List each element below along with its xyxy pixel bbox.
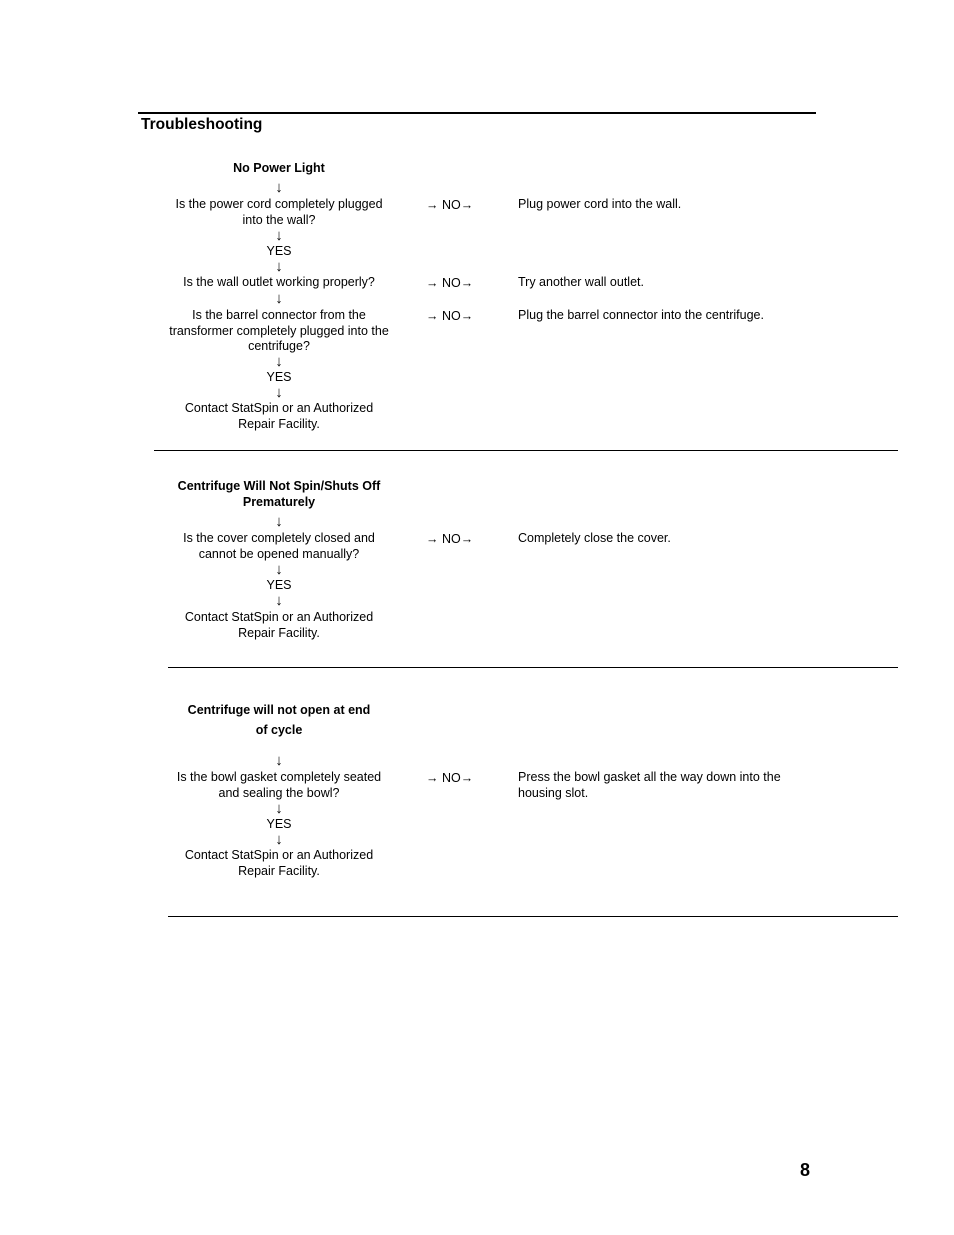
question-barrel-connector: Is the barrel connector from the transformer completely plugged into the centrifuge? xyxy=(169,308,389,353)
page-title: Troubleshooting xyxy=(141,116,263,133)
down-arrow-icon: ↓ xyxy=(275,179,283,196)
no-arrow-label: → NO→ xyxy=(426,276,474,290)
solution-press-bowl-gasket: Press the bowl gasket all the way down into the housing slot. xyxy=(518,770,781,800)
yes-label: YES xyxy=(266,578,292,592)
yes-label: YES xyxy=(266,370,292,384)
yes-label: YES xyxy=(266,817,292,831)
down-arrow-icon: ↓ xyxy=(275,752,283,769)
down-arrow-icon: ↓ xyxy=(275,353,283,370)
down-arrow-icon: ↓ xyxy=(275,561,283,578)
section-divider xyxy=(154,450,898,451)
solution-close-cover: Completely close the cover. xyxy=(518,531,671,545)
no-arrow-label: → NO→ xyxy=(426,198,474,212)
contact-statspin-text: Contact StatSpin or an Authorized Repair Facility. xyxy=(184,610,374,640)
section-heading-will-not-open-line2: of cycle xyxy=(255,723,303,737)
yes-label: YES xyxy=(266,244,292,258)
section-divider xyxy=(168,916,898,917)
down-arrow-icon: ↓ xyxy=(275,227,283,244)
section-divider xyxy=(168,667,898,668)
solution-another-outlet: Try another wall outlet. xyxy=(518,275,644,289)
no-arrow-label: → NO→ xyxy=(426,309,474,323)
contact-statspin-text: Contact StatSpin or an Authorized Repair Facility. xyxy=(184,401,374,431)
page-number: 8 xyxy=(800,1160,811,1180)
down-arrow-icon: ↓ xyxy=(275,592,283,609)
no-arrow-label: → NO→ xyxy=(426,771,474,785)
down-arrow-icon: ↓ xyxy=(275,800,283,817)
question-cover-closed: Is the cover completely closed and cannot be opened manually? xyxy=(183,531,375,561)
question-wall-outlet: Is the wall outlet working properly? xyxy=(183,275,375,289)
down-arrow-icon: ↓ xyxy=(275,831,283,848)
question-power-cord: Is the power cord completely plugged into the wall? xyxy=(175,197,383,227)
question-bowl-gasket: Is the bowl gasket completely seated and sealing the bowl? xyxy=(176,770,382,800)
section-heading-will-not-spin: Centrifuge Will Not Spin/Shuts Off Prematurely xyxy=(177,479,381,509)
solution-plug-power-cord: Plug power cord into the wall. xyxy=(518,197,682,211)
down-arrow-icon: ↓ xyxy=(275,384,283,401)
down-arrow-icon: ↓ xyxy=(275,258,283,275)
top-rule xyxy=(138,112,816,114)
contact-statspin-text: Contact StatSpin or an Authorized Repair Facility. xyxy=(184,848,374,878)
down-arrow-icon: ↓ xyxy=(275,290,283,307)
no-arrow-label: → NO→ xyxy=(426,532,474,546)
section-heading-no-power-light: No Power Light xyxy=(233,161,325,175)
solution-plug-barrel-connector: Plug the barrel connector into the centrifuge. xyxy=(518,308,764,322)
down-arrow-icon: ↓ xyxy=(275,513,283,530)
section-heading-will-not-open: Centrifuge will not open at end xyxy=(187,703,371,717)
